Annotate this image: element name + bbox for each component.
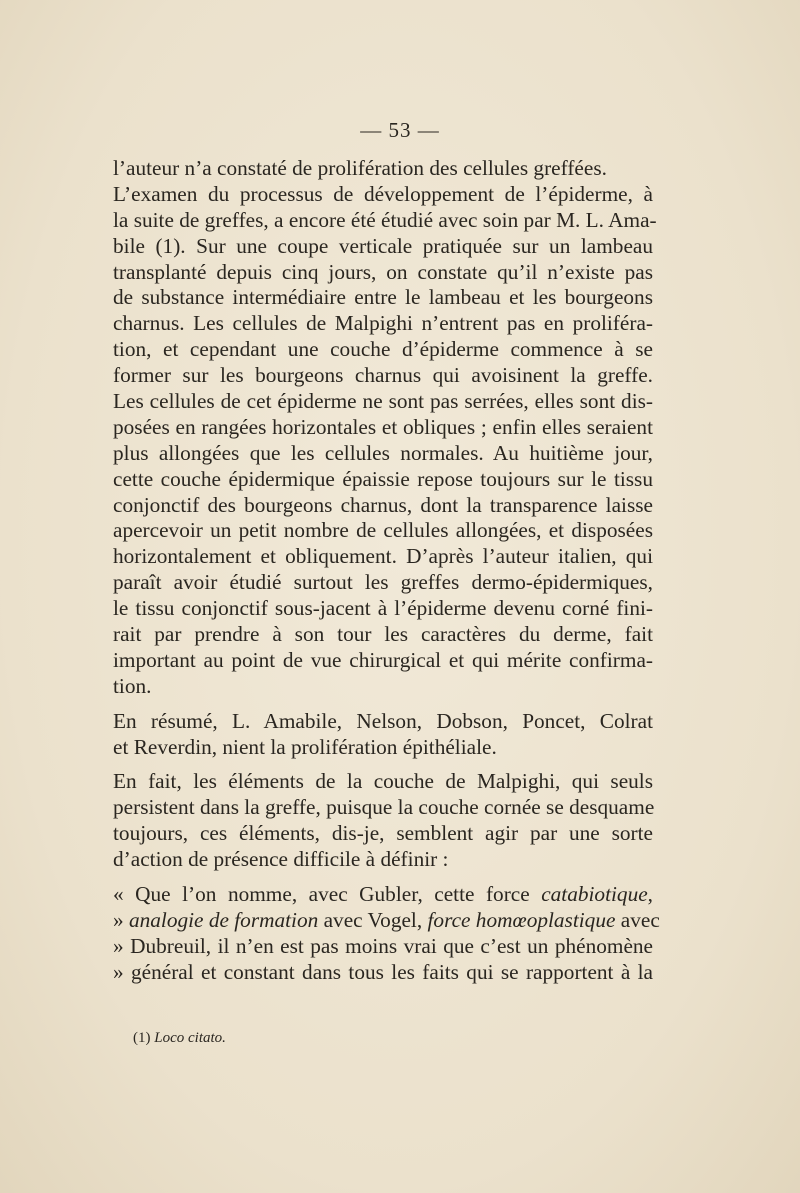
text-line: horizontalement et obliquement. D’après l’auteur italien, qui: [113, 544, 653, 569]
text-line: En fait, les éléments de la couche de Malpighi, qui seuls: [113, 769, 653, 794]
quote-text: avec Vogel,: [318, 907, 428, 932]
quote-italic: catabiotique: [541, 882, 648, 907]
quote-text: « Que l’on nomme, avec Gubler, cette force: [113, 882, 542, 907]
text-line: rait par prendre à son tour les caractères du derme, fait: [113, 622, 653, 647]
text-line: conjonctif des bourgeons charnus, dont la transparence laisse: [113, 492, 653, 517]
footnote-marker: (1): [133, 1030, 155, 1046]
quote-line-1: [113, 882, 653, 908]
footnote-text: Loco citato.: [154, 1030, 226, 1046]
text-line: de substance intermédiaire entre le lambeau et les bourgeons: [113, 285, 653, 310]
text-line: l’auteur n’a constaté de prolifération des cellules greffées.: [113, 156, 607, 180]
paragraph-2: [113, 181, 657, 700]
body-text: [113, 156, 660, 986]
paragraph-4: [113, 769, 653, 873]
quote-italic: analogie de formation: [128, 907, 319, 932]
text-line: bile (1). Sur une coupe verticale pratiquée sur un lambeau: [113, 233, 653, 258]
text-line: tion.: [113, 673, 152, 698]
paragraph-1: [113, 156, 653, 182]
quote-line-2: [113, 907, 660, 934]
text-line: plus allongées que les cellules normales. Au huitième jour,: [113, 440, 653, 465]
text-line: former sur les bourgeons charnus qui avoisinent la greffe.: [113, 363, 653, 388]
text-line: persistent dans la greffe, puisque la couche cornée se desquame: [113, 795, 655, 820]
text-line: tion, et cependant une couche d’épiderme commence à se: [113, 337, 653, 362]
quote-text: avec: [615, 907, 660, 932]
text-line: Les cellules de cet épiderme ne sont pas serrées, elles sont dis-: [113, 389, 653, 414]
quote-line-4: » général et constant dans tous les faits qui se rapportent à la: [113, 959, 653, 984]
quote-italic: force homœoplastique: [427, 907, 616, 932]
text-line: charnus. Les cellules de Malpighi n’entrent pas en proliféra-: [113, 311, 653, 336]
text-line: la suite de greffes, a encore été étudié avec soin par M. L. Ama-: [113, 207, 657, 232]
paragraph-3: [113, 709, 653, 761]
text-line: posées en rangées horizontales et obliques ; enfin elles seraient: [113, 414, 653, 439]
quote-text: ,: [647, 882, 653, 907]
text-line: important au point de vue chirurgical et qui mérite confirma-: [113, 647, 653, 672]
quote-line-3: » Dubreuil, il n’en est pas moins vrai que c’est un phénomène: [113, 933, 653, 958]
text-line: transplanté depuis cinq jours, on constate qu’il n’existe pas: [113, 259, 653, 284]
quote-block: [113, 882, 660, 986]
text-line: et Reverdin, nient la prolifération épithéliale.: [113, 734, 497, 759]
text-line: d’action de présence difficile à définir :: [113, 847, 449, 872]
quote-text: »: [113, 907, 129, 932]
text-line: cette couche épidermique épaissie repose toujours sur le tissu: [113, 466, 653, 491]
text-line: le tissu conjonctif sous-jacent à l’épiderme devenu corné fini-: [113, 596, 653, 621]
page-number: — 53 —: [360, 118, 440, 142]
text-line: L’examen du processus de développement de l’épiderme, à: [113, 181, 653, 206]
footnote: [133, 1030, 226, 1047]
text-line: apercevoir un petit nombre de cellules allongées, et disposées: [113, 518, 653, 543]
text-line: paraît avoir étudié surtout les greffes dermo-épidermiques,: [113, 570, 653, 595]
text-line: En résumé, L. Amabile, Nelson, Dobson, Poncet, Colrat: [113, 708, 653, 733]
text-line: toujours, ces éléments, dis-je, semblent agir par une sorte: [113, 821, 653, 846]
